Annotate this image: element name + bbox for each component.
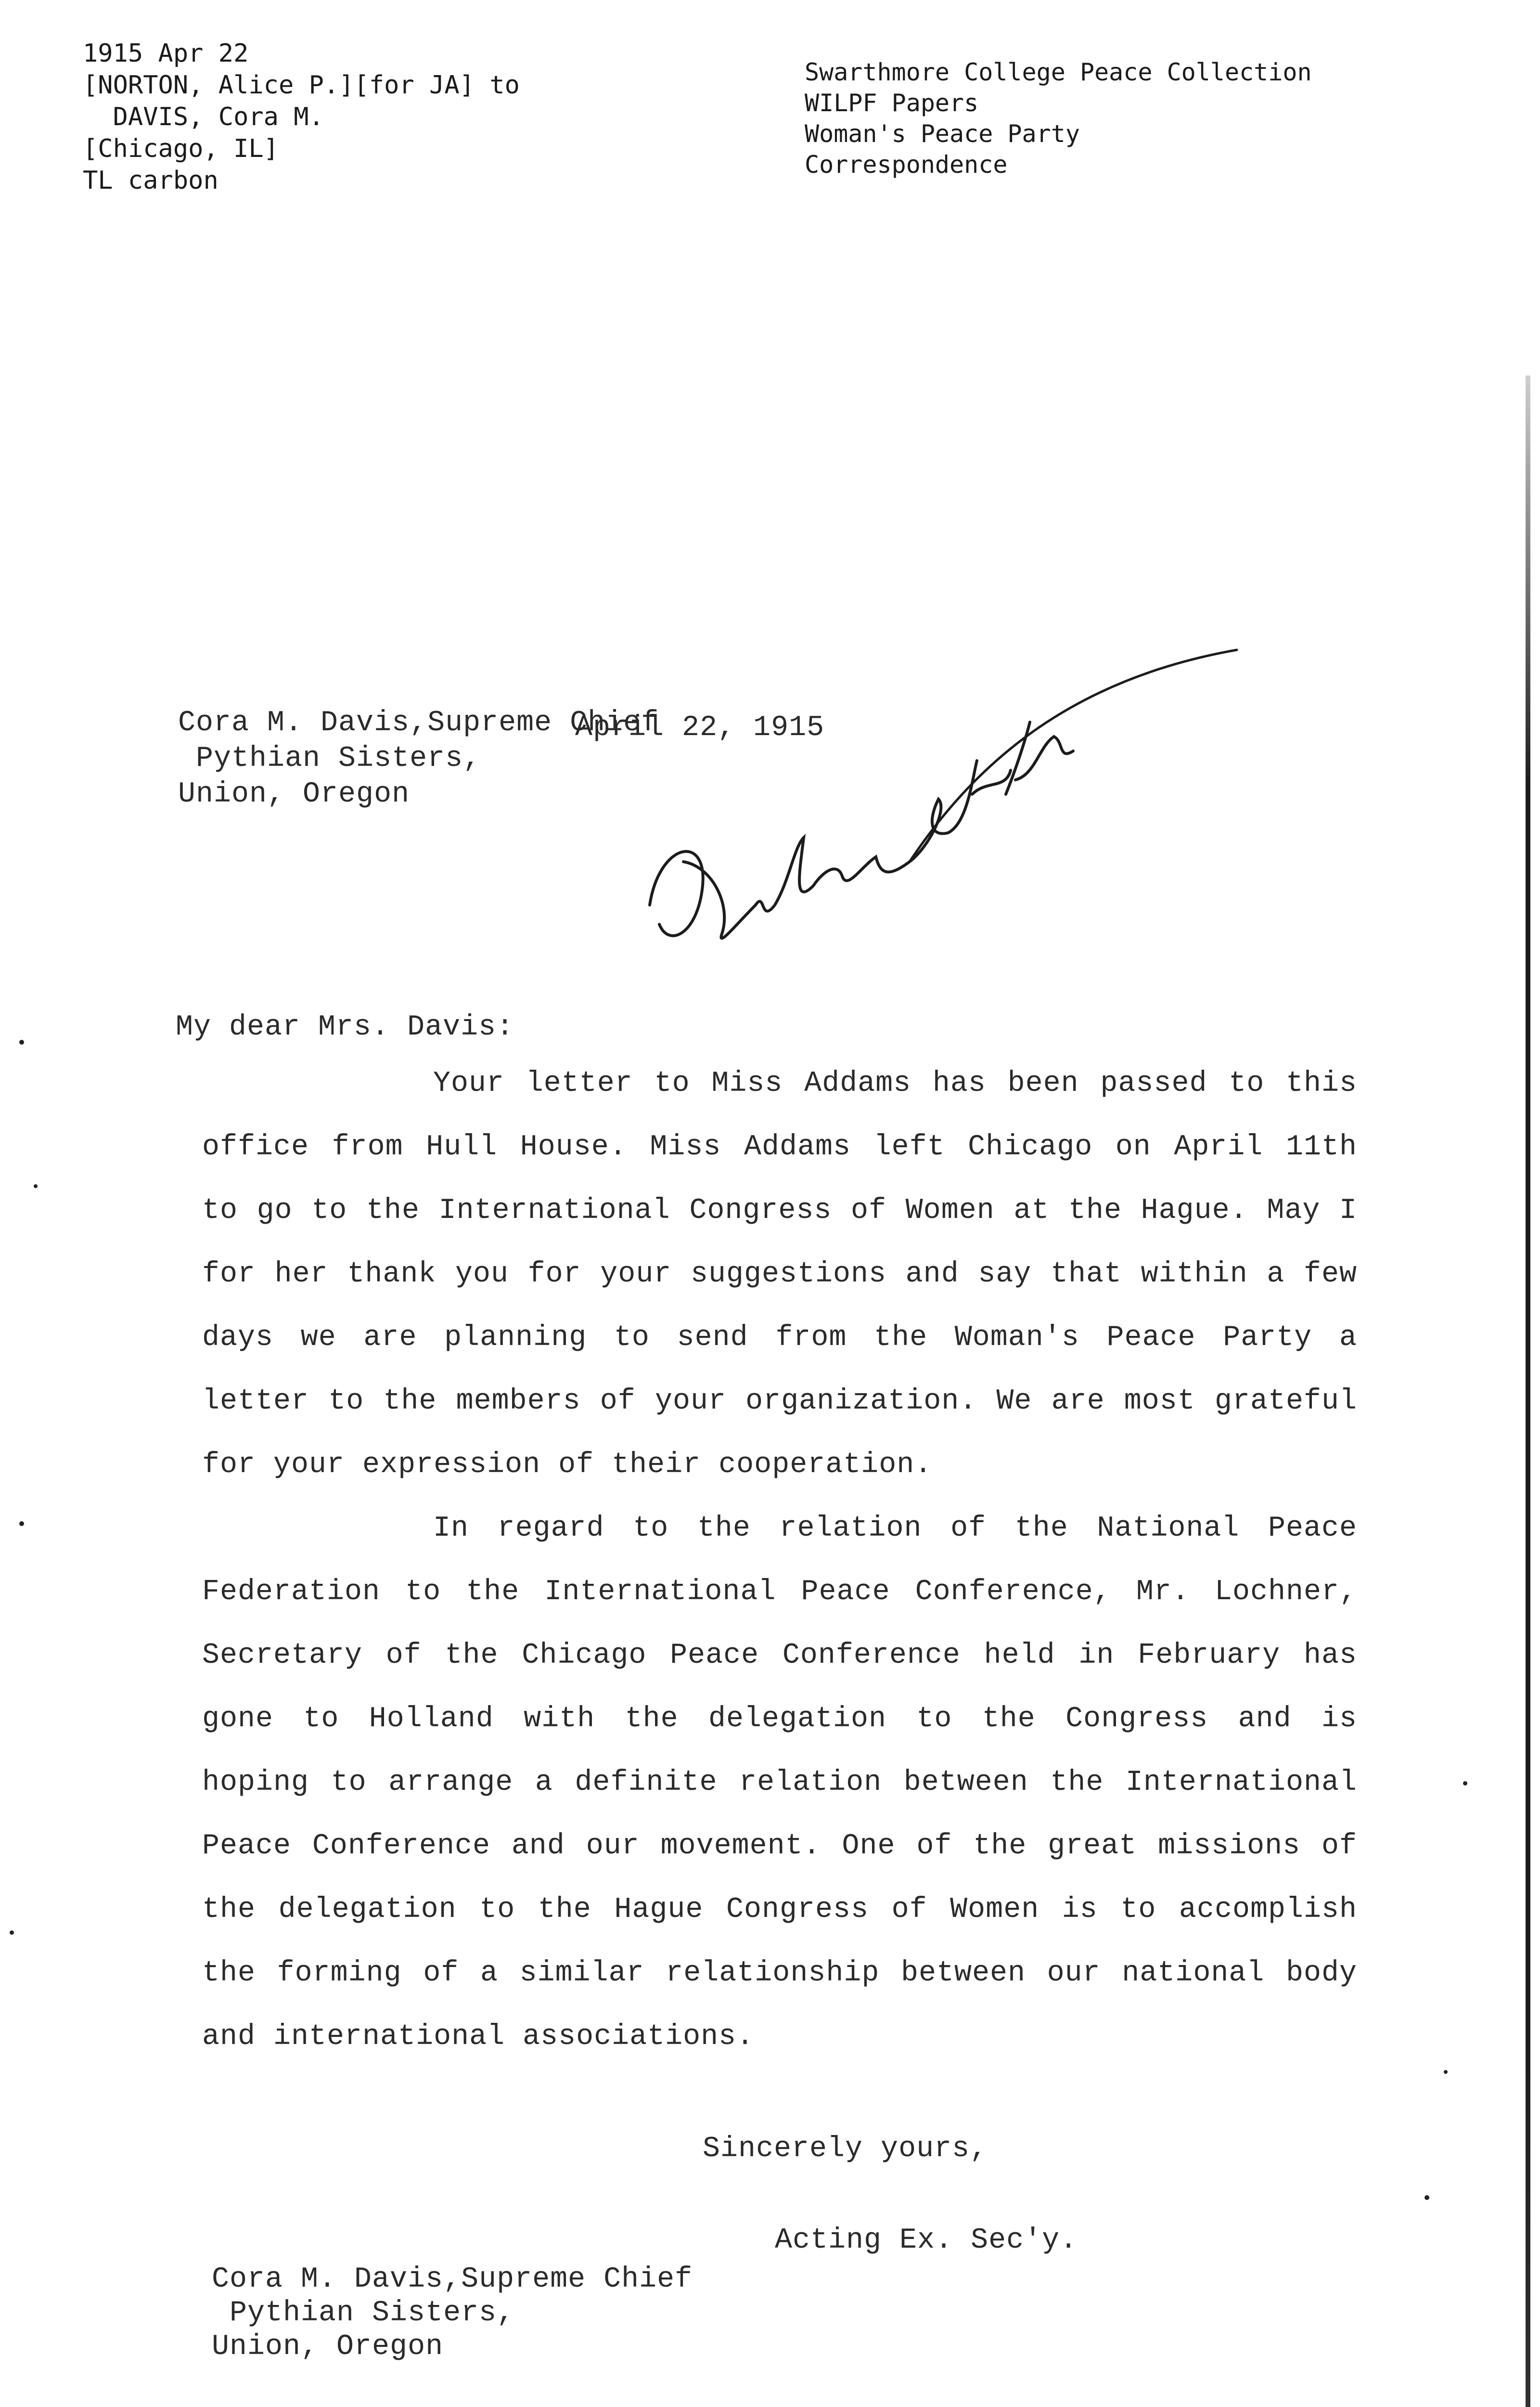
recipient-address-bottom: [212, 2263, 789, 2364]
scan-speck: [19, 1040, 24, 1045]
recipient-location: Union, Oregon: [178, 778, 410, 811]
letter-date: April 22, 1915: [575, 712, 825, 744]
annotation-text: Pythian Sisters: [938, 1017, 975, 1022]
collection-info: [805, 57, 1430, 180]
recipient-name-bottom: Cora M. Davis,Supreme Chief: [212, 2263, 693, 2296]
letter-body: [202, 1052, 1357, 2069]
scan-speck: [34, 1184, 38, 1188]
catalog-entry: [83, 38, 612, 196]
collection-subseries: Woman's Peace Party: [805, 120, 1080, 148]
salutation: My dear Mrs. Davis:: [176, 1011, 514, 1044]
handwritten-annotation: [640, 635, 1242, 1030]
scan-edge-shadow: [1526, 375, 1530, 2407]
catalog-format: TL carbon: [83, 166, 218, 195]
scan-speck: [1463, 1781, 1467, 1786]
paragraph-2: In regard to the relation of the National Peace Federation to the International Peace Conference, Mr. Lochner, Secretary of the Chicago Peace Conference held in February has gone to Holland with the delegation to the Congress and is hoping to arrange a definite relation between the International Peace Conference and our movement. One of the great missions of the delegation to the Hague Congress of Women is to accomplish the forming of a similar relationship between our national body and international associations.: [202, 1512, 1357, 2053]
recipient-org-bottom: Pythian Sisters,: [212, 2297, 515, 2329]
complimentary-close: Sincerely yours,: [703, 2133, 988, 2165]
recipient-name: Cora M. Davis,Supreme Chief: [178, 707, 659, 739]
collection-folder: Correspondence: [805, 151, 1008, 179]
collection-name: Swarthmore College Peace Collection: [805, 58, 1312, 86]
catalog-place: [Chicago, IL]: [83, 134, 279, 163]
catalog-author-recipient: [NORTON, Alice P.][for JA] to: [83, 71, 520, 100]
recipient-location-bottom: Union, Oregon: [212, 2330, 444, 2363]
scan-speck: [10, 1930, 14, 1935]
paragraph-1: Your letter to Miss Addams has been passed to this office from Hull House. Miss Addams left Chicago on April 11th to go to the International Congress of Women at the Hague. May I for her thank you for your suggestions and say that within a few days we are planning to send from the Woman's Peace Party a letter to the members of your organization. We are most grateful for your expression of their cooperation.: [202, 1067, 1357, 1481]
signature-title: Acting Ex. Sec'y.: [775, 2224, 1078, 2257]
scan-speck: [1444, 2070, 1448, 2074]
collection-series: WILPF Papers: [805, 89, 979, 117]
scan-speck: [19, 1521, 24, 1526]
scan-speck: [1424, 2195, 1429, 2200]
catalog-date: 1915 Apr 22: [83, 39, 249, 68]
catalog-recipient: DAVIS, Cora M.: [83, 103, 324, 131]
recipient-org: Pythian Sisters,: [178, 742, 481, 775]
